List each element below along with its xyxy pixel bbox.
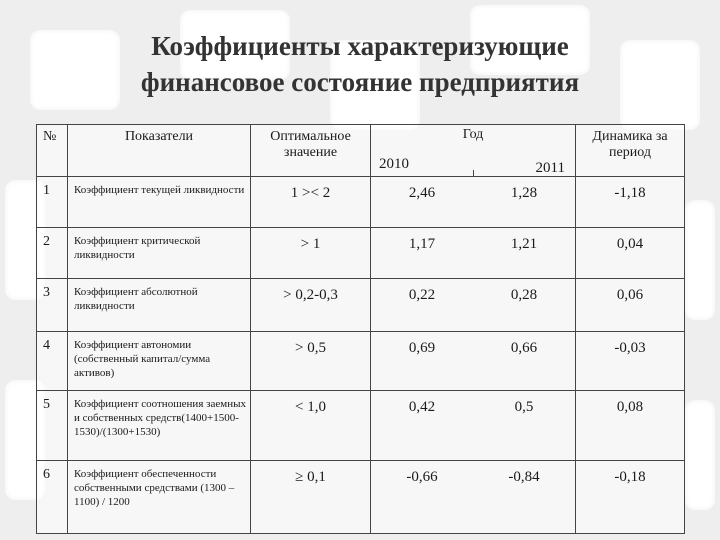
row-dynamics: -1,18 <box>576 177 685 228</box>
title-line-1: Коэффициенты характеризующие <box>151 31 569 61</box>
row-indicator-name: Коэффициент автономии (собственный капитал/сумма активов) <box>68 332 251 391</box>
header-2010: 2010 <box>379 156 409 172</box>
row-value-2011: 1,28 <box>510 185 538 201</box>
row-optimal-value: > 0,5 <box>251 332 371 391</box>
row-number: 6 <box>37 460 68 533</box>
row-dynamics: 0,08 <box>576 391 685 460</box>
header-year: Год <box>462 127 484 142</box>
coefficients-table <box>36 124 685 534</box>
row-value-2010: -0,66 <box>406 468 438 485</box>
table-row <box>37 228 685 279</box>
row-value-2011: 0,5 <box>514 399 534 416</box>
row-indicator-name: Коэффициент обеспеченности собственными средствами (1300 – 1100) / 1200 <box>68 460 251 533</box>
row-value-2010: 0,69 <box>408 340 436 357</box>
row-number: 4 <box>37 332 68 391</box>
row-indicator-name: Коэффициент критической ликвидности <box>68 228 251 279</box>
row-optimal-value: > 1 <box>251 228 371 279</box>
row-number: 5 <box>37 391 68 460</box>
header-year-group <box>371 125 576 177</box>
row-year-values <box>371 460 576 533</box>
header-dynamics: Динамика за период <box>576 125 685 177</box>
row-number: 3 <box>37 279 68 332</box>
header-no: № <box>37 125 68 177</box>
title-line-2: финансовое состояние предприятия <box>140 67 580 97</box>
page-title <box>0 28 720 100</box>
row-year-values <box>371 177 576 228</box>
row-value-2010: 1,17 <box>408 236 436 252</box>
header-2011: 2011 <box>535 160 565 176</box>
row-indicator-name: Коэффициент соотношения заемных и собственных средств(1400+1500-1530)/(1300+1530) <box>68 391 251 460</box>
row-dynamics: -0,18 <box>576 460 685 533</box>
row-year-values <box>371 391 576 460</box>
row-value-2011: 0,66 <box>510 340 538 357</box>
row-dynamics: 0,04 <box>576 228 685 279</box>
row-dynamics: 0,06 <box>576 279 685 332</box>
row-number: 2 <box>37 228 68 279</box>
table-row <box>37 177 685 228</box>
row-number: 1 <box>37 177 68 228</box>
row-year-values <box>371 228 576 279</box>
row-value-2011: 0,28 <box>510 287 538 303</box>
row-value-2010: 0,22 <box>408 287 436 303</box>
table-row <box>37 332 685 391</box>
header-indicator: Показатели <box>68 125 251 177</box>
table-row <box>37 391 685 460</box>
row-optimal-value: > 0,2-0,3 <box>251 279 371 332</box>
row-dynamics: -0,03 <box>576 332 685 391</box>
header-row <box>37 125 685 177</box>
row-indicator-name: Коэффициент текущей ликвидности <box>68 177 251 228</box>
row-optimal-value: ≥ 0,1 <box>251 460 371 533</box>
year-divider <box>473 170 474 177</box>
row-year-values <box>371 332 576 391</box>
table-row <box>37 460 685 533</box>
row-optimal-value: < 1,0 <box>251 391 371 460</box>
row-value-2010: 0,42 <box>408 399 436 416</box>
row-value-2010: 2,46 <box>408 185 436 201</box>
row-value-2011: -0,84 <box>508 468 540 485</box>
row-year-values <box>371 279 576 332</box>
header-optimal: Оптимальное значение <box>251 125 371 177</box>
table-row <box>37 279 685 332</box>
row-value-2011: 1,21 <box>510 236 538 252</box>
row-indicator-name: Коэффициент абсолютной ликвидности <box>68 279 251 332</box>
row-optimal-value: 1 >< 2 <box>251 177 371 228</box>
